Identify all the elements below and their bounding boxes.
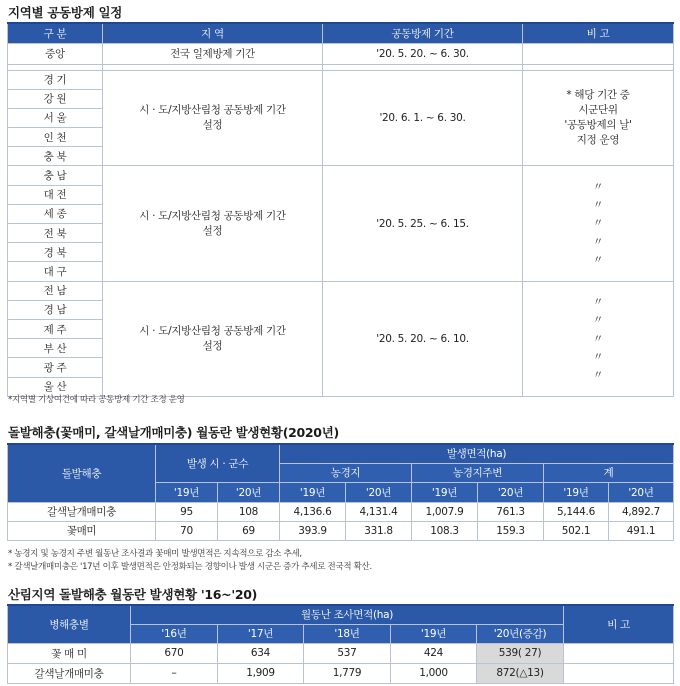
header-year: '20년	[478, 482, 544, 502]
central-category: 중앙	[8, 43, 103, 64]
cell: 108.3	[412, 521, 478, 540]
table-row	[8, 643, 674, 663]
province: 인 천	[8, 128, 103, 147]
header-total: 계	[544, 463, 674, 482]
cell: 502.1	[544, 521, 609, 540]
header-pest: 돌발해충	[8, 444, 156, 502]
cell: 537	[304, 643, 391, 663]
cell-highlight: 872(△13)	[477, 663, 564, 683]
province: 울 산	[8, 377, 103, 396]
header-category: 구 분	[8, 23, 103, 43]
group-period: '20. 5. 25. ~ 6. 15.	[323, 166, 523, 281]
header-year: '19년	[391, 624, 477, 643]
cell: 108	[218, 502, 280, 521]
cell: 634	[218, 643, 304, 663]
header-year: '17년	[218, 624, 304, 643]
header-year: '20년	[346, 482, 412, 502]
province: 부 산	[8, 339, 103, 358]
cell: 761.3	[478, 502, 544, 521]
header-year: '20년	[218, 482, 280, 502]
pest-name: 꽃매미	[8, 521, 156, 540]
section1-title: 지역별 공동방제 일정	[8, 5, 123, 20]
cell: 4,136.6	[280, 502, 346, 521]
forest-pest-table	[7, 604, 674, 684]
group-period: '20. 6. 1. ~ 6. 30.	[323, 70, 523, 166]
header-farm: 농경지	[280, 463, 412, 482]
province: 충 남	[8, 166, 103, 185]
cell: 1,779	[304, 663, 391, 683]
province: 경 북	[8, 243, 103, 262]
cell: 1,909	[218, 663, 304, 683]
header-area: 발생면적(ha)	[280, 444, 674, 463]
section2-footnote-2: * 갈색날개매미충은 '17년 이후 발생면적은 안정화되는 경향이나 발생 시군은 증가 추세로 전국적 확산.	[8, 562, 372, 572]
province: 광 주	[8, 358, 103, 377]
header-year: '19년	[544, 482, 609, 502]
header-area: 월동난 조사면적(ha)	[131, 605, 564, 624]
central-region: 전국 일제방제 기간	[103, 43, 323, 64]
cell: 5,144.6	[544, 502, 609, 521]
cell: 1,000	[391, 663, 477, 683]
cell: 491.1	[609, 521, 674, 540]
header-region: 지 역	[103, 23, 323, 43]
header-year: '18년	[304, 624, 391, 643]
header-note: 비 고	[523, 23, 674, 43]
cell: 95	[156, 502, 218, 521]
pest-egg-table	[7, 443, 674, 541]
schedule-table	[7, 22, 674, 397]
section3-title: 산림지역 돌발해충 월동란 발생현황 '16~'20)	[8, 587, 258, 602]
header-year: '16년	[131, 624, 218, 643]
cell: 670	[131, 643, 218, 663]
cell: 69	[218, 521, 280, 540]
province: 대 구	[8, 262, 103, 281]
province: 전 남	[8, 281, 103, 300]
province: 전 북	[8, 224, 103, 243]
central-note	[523, 43, 674, 64]
table-row	[8, 521, 674, 540]
cell: 70	[156, 521, 218, 540]
cell-highlight: 539( 27)	[477, 643, 564, 663]
header-year: '19년	[156, 482, 218, 502]
group-region: 시 · 도/지방산림청 공동방제 기간 설정	[103, 70, 323, 166]
pest-name: 갈색날개매미충	[8, 502, 156, 521]
header-year: '20년	[609, 482, 674, 502]
cell: 4,131.4	[346, 502, 412, 521]
cell: 159.3	[478, 521, 544, 540]
province: 제 주	[8, 319, 103, 338]
cell-note	[564, 643, 674, 663]
province: 경 기	[8, 70, 103, 89]
province: 서 울	[8, 108, 103, 127]
group-note: 〃 〃 〃 〃 〃	[523, 166, 674, 281]
cell: 1,007.9	[412, 502, 478, 521]
table-row	[8, 663, 674, 683]
header-note: 비 고	[564, 605, 674, 643]
group-region: 시 · 도/지방산림청 공동방제 기간 설정	[103, 281, 323, 396]
province: 대 전	[8, 185, 103, 204]
cell: 331.8	[346, 521, 412, 540]
province: 충 북	[8, 147, 103, 166]
cell-note	[564, 663, 674, 683]
group-note: * 해당 기간 중 시군단위 '공동방제의 날' 지정 운영	[523, 70, 674, 166]
table-row	[8, 43, 674, 64]
group-note: 〃 〃 〃 〃 〃	[523, 281, 674, 396]
header-year: '20년(증감)	[477, 624, 564, 643]
header-year: '19년	[412, 482, 478, 502]
pest-name: 갈색날개매미충	[8, 663, 131, 683]
table-row	[8, 502, 674, 521]
group-region: 시 · 도/지방산림청 공동방제 기간 설정	[103, 166, 323, 281]
province: 경 남	[8, 300, 103, 319]
pest-name: 꽃 매 미	[8, 643, 131, 663]
header-pest: 병해충별	[8, 605, 131, 643]
header-period: 공동방제 기간	[323, 23, 523, 43]
central-period: '20. 5. 20. ~ 6. 30.	[323, 43, 523, 64]
cell: 4,892.7	[609, 502, 674, 521]
section1-footnote: *지역별 기상여건에 따라 공동방제 기간 조정 운영	[8, 395, 185, 405]
header-sigun: 발생 시 · 군수	[156, 444, 280, 482]
section2-title: 돌발해충(꽃매미, 갈색날개매미충) 월동란 발생현황(2020년)	[8, 425, 339, 440]
province: 강 원	[8, 89, 103, 108]
section2-footnote-1: * 농경지 및 농경지 주변 월동난 조사결과 꽃매미 발생면적은 지속적으로 감소 추세,	[8, 549, 302, 559]
group-period: '20. 5. 20. ~ 6. 10.	[323, 281, 523, 396]
province: 세 종	[8, 204, 103, 223]
header-near: 농경지주변	[412, 463, 544, 482]
cell: 424	[391, 643, 477, 663]
cell: 393.9	[280, 521, 346, 540]
cell: –	[131, 663, 218, 683]
header-year: '19년	[280, 482, 346, 502]
